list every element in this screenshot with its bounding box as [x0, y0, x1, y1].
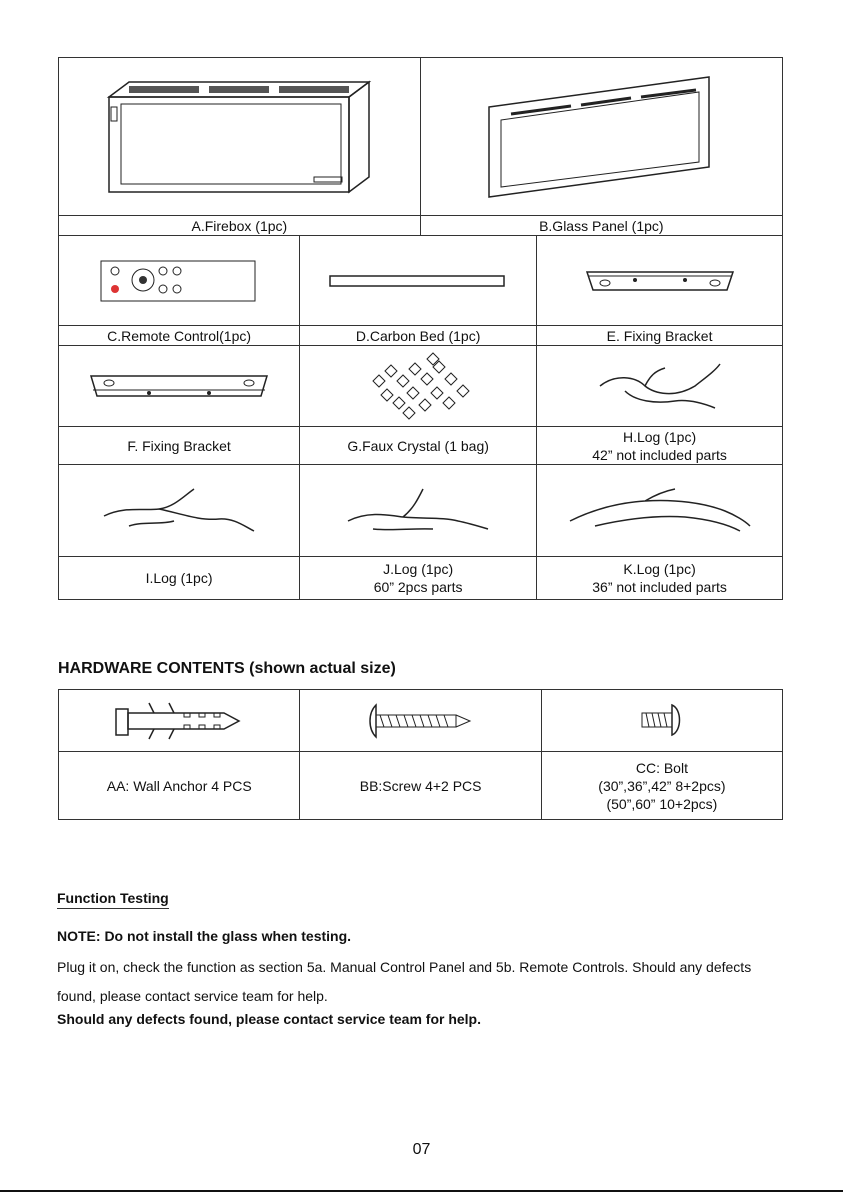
fixing-bracket-e-illustration — [585, 266, 735, 296]
log-j-label: J.Log (1pc) 60” 2pcs parts — [300, 557, 537, 600]
log-h-illustration — [595, 356, 725, 416]
wall-anchor-image-cell — [59, 690, 300, 752]
hardware-table — [58, 689, 783, 820]
wall-anchor-label: AA: Wall Anchor 4 PCS — [59, 752, 300, 820]
parts-table — [58, 57, 783, 600]
log-k-image-cell — [537, 465, 783, 557]
firebox-illustration — [99, 72, 379, 202]
glass-panel-label: B.Glass Panel (1pc) — [420, 216, 782, 236]
remote-control-image-cell — [59, 236, 300, 326]
glass-panel-image-cell — [420, 58, 782, 216]
fixing-bracket-f-image-cell — [59, 346, 300, 427]
screw-label: BB:Screw 4+2 PCS — [300, 752, 541, 820]
remote-control-label: C.Remote Control(1pc) — [59, 326, 300, 346]
fixing-bracket-f-illustration — [89, 368, 269, 404]
page-number: 07 — [412, 1141, 431, 1158]
glass-panel-illustration — [481, 72, 721, 202]
fixing-bracket-e-label: E. Fixing Bracket — [537, 326, 783, 346]
log-i-image-cell — [59, 465, 300, 557]
hardware-title: HARDWARE CONTENTS (shown actual size) — [58, 660, 396, 677]
log-i-label: I.Log (1pc) — [59, 557, 300, 600]
fixing-bracket-e-image-cell — [537, 236, 783, 326]
function-testing-title: Function Testing — [57, 890, 169, 909]
screw-image-cell — [300, 690, 541, 752]
carbon-bed-label: D.Carbon Bed (1pc) — [300, 326, 537, 346]
firebox-label: A.Firebox (1pc) — [59, 216, 421, 236]
log-i-illustration — [99, 481, 259, 541]
log-k-label: K.Log (1pc) 36” not included parts — [537, 557, 783, 600]
bolt-image-cell — [541, 690, 782, 752]
carbon-bed-image-cell — [300, 236, 537, 326]
firebox-image-cell — [59, 58, 421, 216]
faux-crystal-illustration — [363, 351, 473, 421]
screw-illustration — [366, 699, 476, 743]
log-j-illustration — [343, 481, 493, 541]
log-k-illustration — [565, 481, 755, 541]
bolt-illustration — [632, 699, 692, 743]
log-h-label: H.Log (1pc) 42” not included parts — [537, 427, 783, 465]
testing-bold-paragraph: Should any defects found, please contact service team for help. — [57, 1011, 481, 1027]
remote-control-illustration — [99, 259, 259, 303]
log-j-image-cell — [300, 465, 537, 557]
testing-paragraph: Plug it on, check the function as section 5a. Manual Control Panel and 5b. Remote Controls. Should any defects found, please contact service team for help. — [57, 959, 752, 1004]
log-h-image-cell — [537, 346, 783, 427]
wall-anchor-illustration — [114, 699, 244, 743]
faux-crystal-label: G.Faux Crystal (1 bag) — [300, 427, 537, 465]
carbon-bed-illustration — [328, 271, 508, 291]
testing-note: NOTE: Do not install the glass when testing. — [57, 928, 352, 944]
fixing-bracket-f-label: F. Fixing Bracket — [59, 427, 300, 465]
bolt-label: CC: Bolt (30”,36”,42” 8+2pcs) (50”,60” 10+2pcs) — [541, 752, 782, 820]
faux-crystal-image-cell — [300, 346, 537, 427]
